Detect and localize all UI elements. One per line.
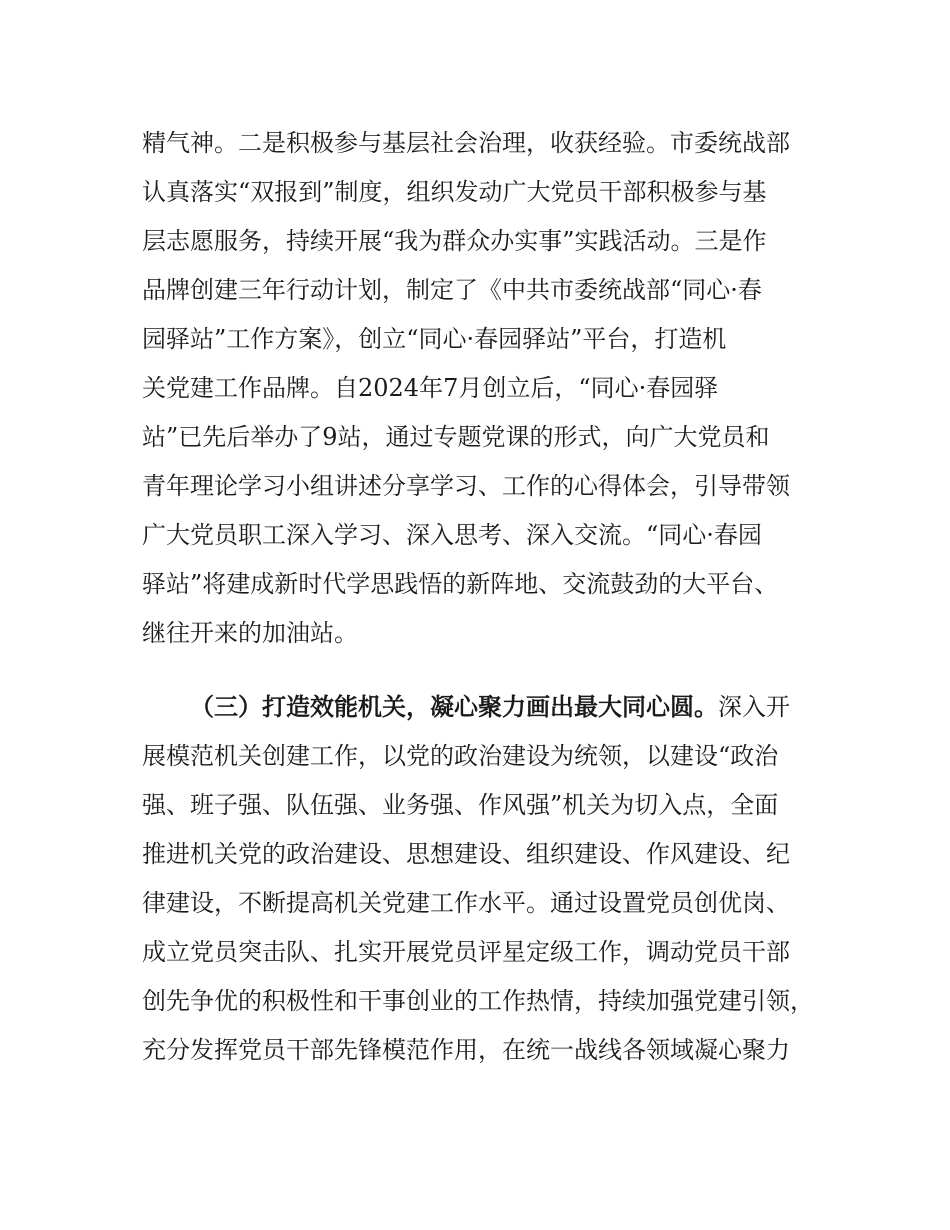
text-line: 关党建工作品牌。自2024年7月创立后，“同心·春园驿 xyxy=(142,374,719,402)
text-line: 青年理论学习小组讲述分享学习、工作的心得体会，引导带领 xyxy=(142,472,790,500)
text-line: 站”已先后举办了9站，通过专题党课的形式，向广大党员和 xyxy=(142,423,770,451)
text-line: 创先争优的积极性和干事创业的工作热情，持续加强党建引领， xyxy=(142,987,814,1015)
text-line: 成立党员突击队、扎实开展党员评星定级工作，调动党员干部 xyxy=(142,938,790,966)
text-line: 认真落实“双报到”制度，组织发动广大党员干部积极参与基 xyxy=(142,178,767,206)
text-line: 精气神。二是积极参与基层社会治理，收获经验。市委统战部 xyxy=(142,129,790,157)
text-line xyxy=(190,690,790,724)
text-line: 层志愿服务，持续开展“我为群众办实事”实践活动。三是作 xyxy=(142,227,767,255)
section-heading: （三）打造效能机关，凝心聚力画出最大同心圆。 xyxy=(190,693,718,721)
text-line: 驿站”将建成新时代学思践悟的新阵地、交流鼓劲的大平台、 xyxy=(142,570,779,598)
heading-trailing-text: 深入开 xyxy=(718,693,790,721)
text-line: 品牌创建三年行动计划，制定了《中共市委统战部“同心·春 xyxy=(142,276,762,304)
text-line: 律建设，不断提高机关党建工作水平。通过设置党员创优岗、 xyxy=(142,889,790,917)
text-line: 广大党员职工深入学习、深入思考、深入交流。“同心·春园 xyxy=(142,521,762,549)
text-line: 园驿站”工作方案》，创立“同心·春园驿站”平台，打造机 xyxy=(142,325,727,353)
text-line: 推进机关党的政治建设、思想建设、组织建设、作风建设、纪 xyxy=(142,840,790,868)
text-line: 充分发挥党员干部先锋模范作用，在统一战线各领域凝心聚力 xyxy=(142,1036,790,1064)
text-line: 展模范机关创建工作，以党的政治建设为统领，以建设“政治 xyxy=(142,742,779,770)
text-line: 强、班子强、队伍强、业务强、作风强”机关为切入点，全面 xyxy=(142,791,779,819)
text-line: 继往开来的加油站。 xyxy=(142,619,358,647)
